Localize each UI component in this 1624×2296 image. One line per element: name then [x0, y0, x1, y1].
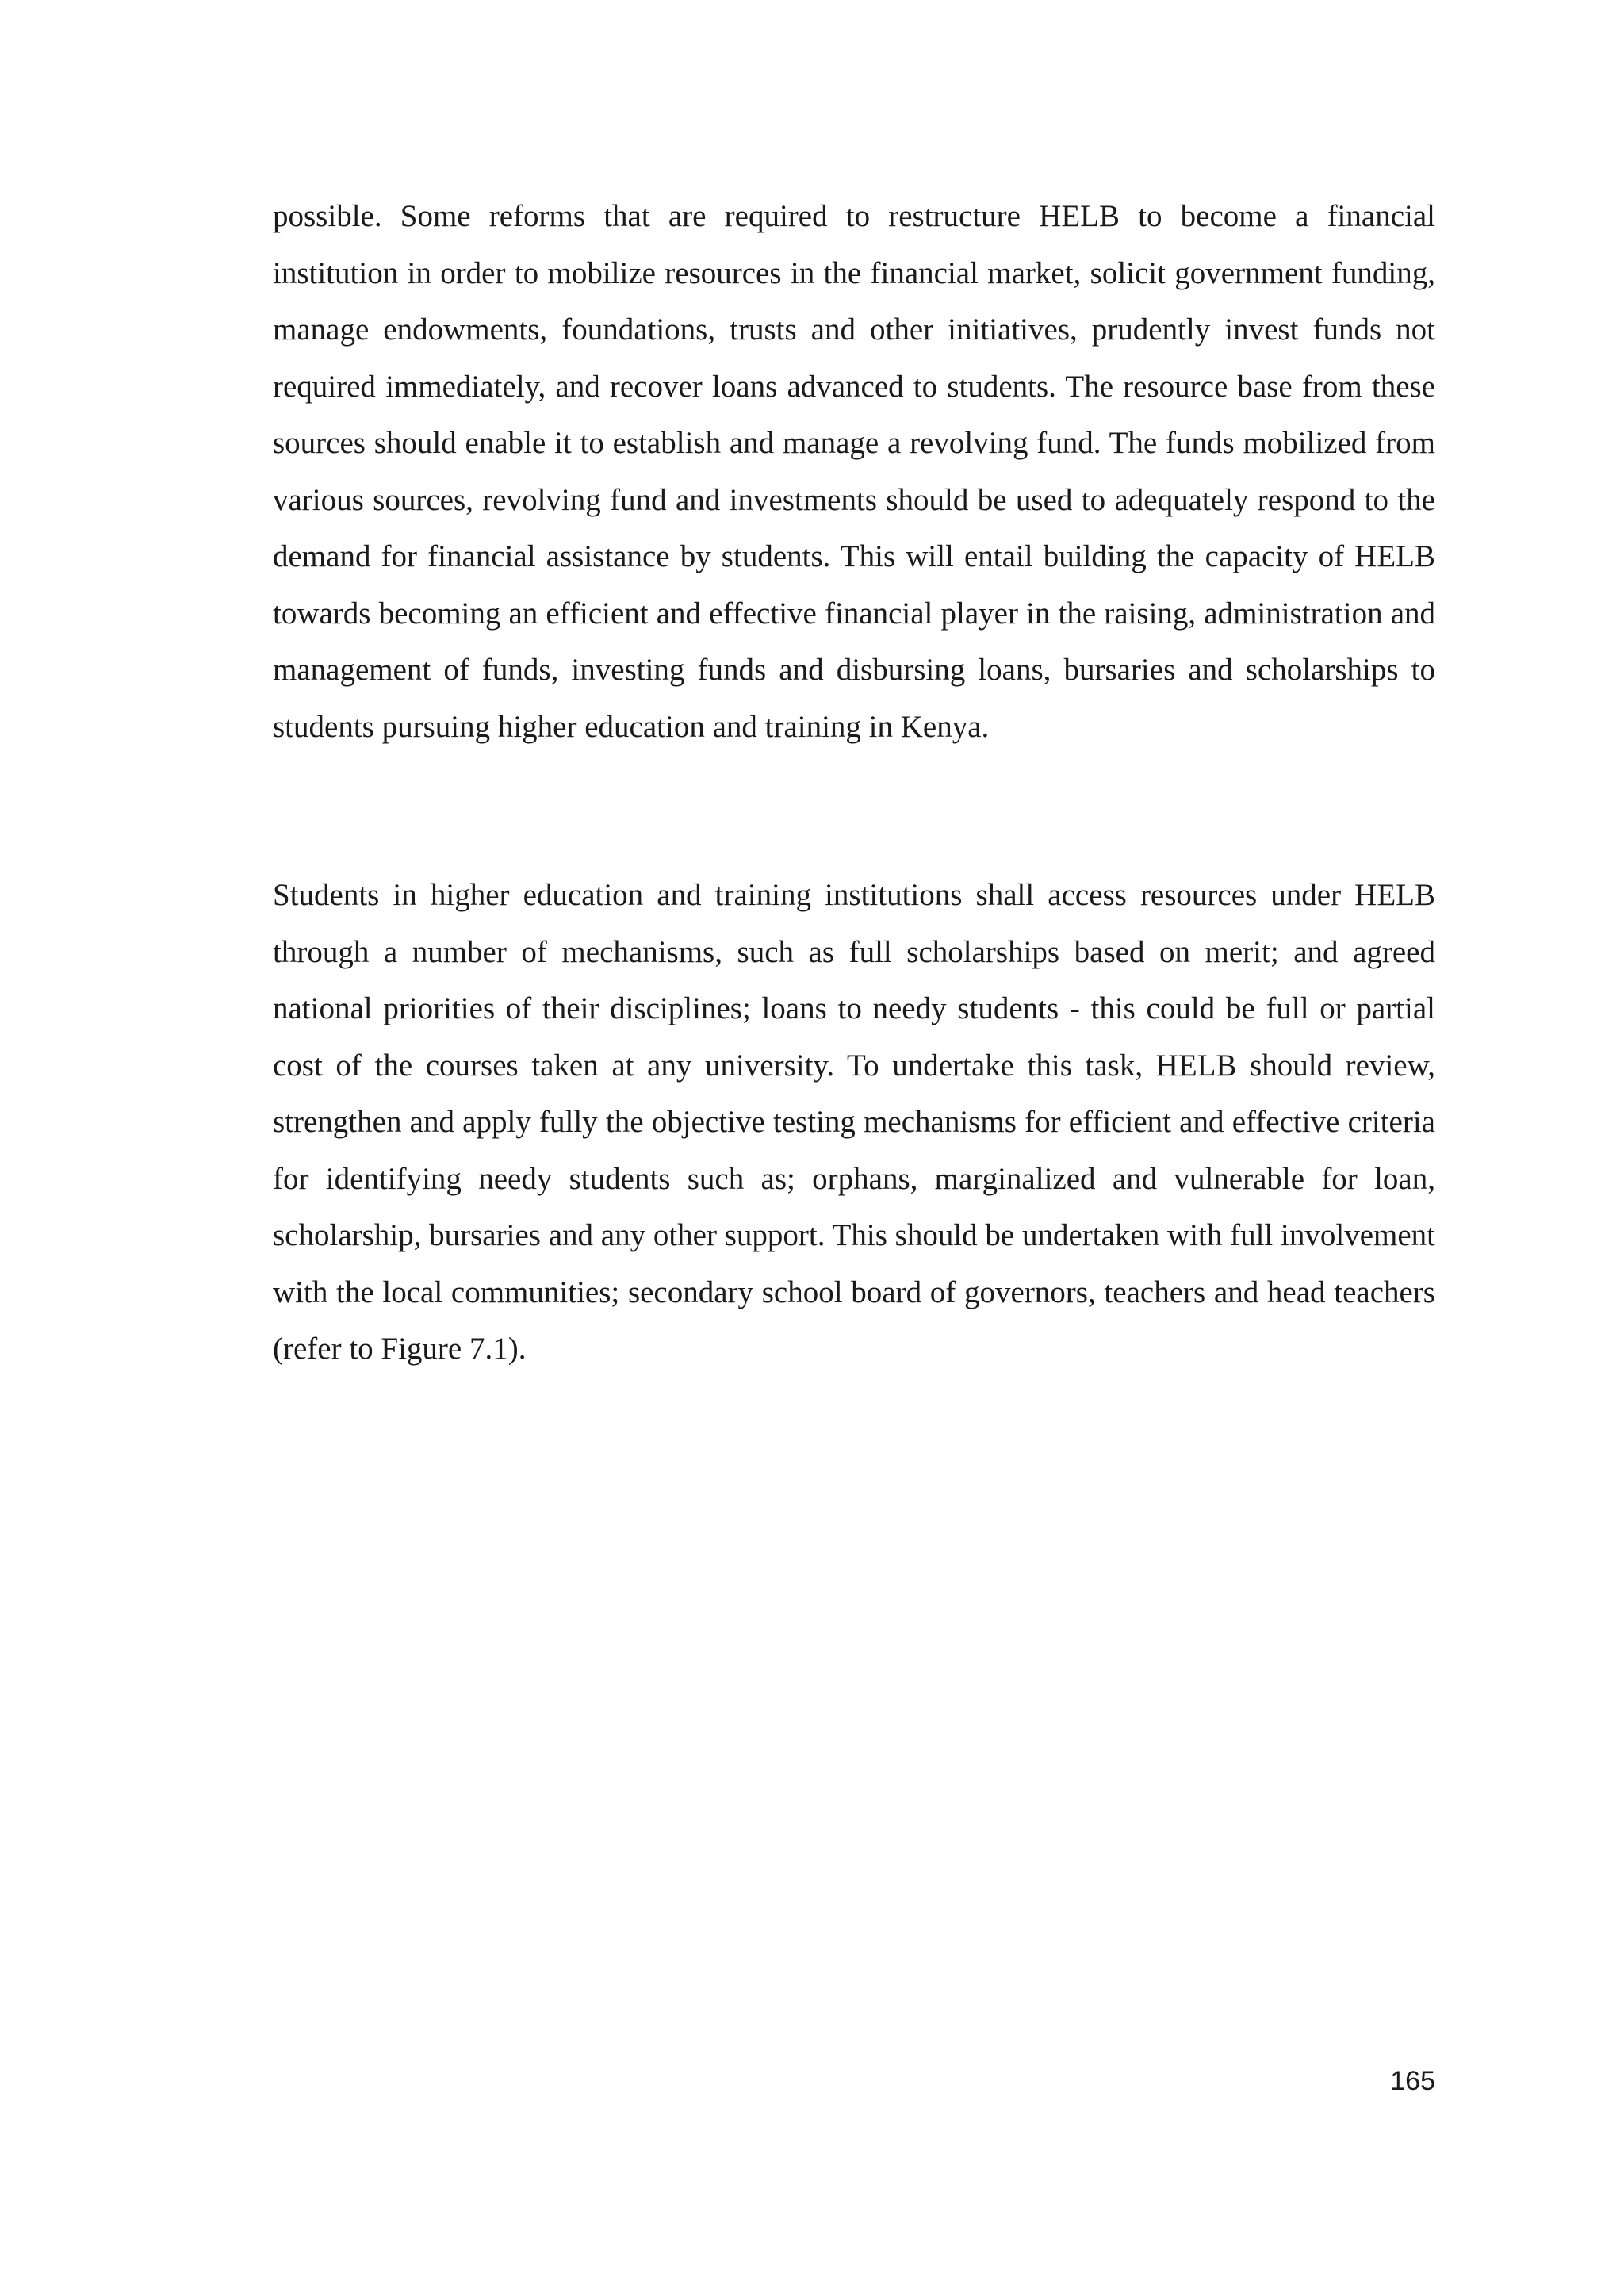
body-paragraph-2: Students in higher education and training institutions shall access resources under HELB through a number of mechanisms, such as full scholarships based on merit; and agreed national priorities of their disciplines; loans to needy students - this could be full or partial cost of the courses taken at any university. To undertake this task, HELB should review, strengthen and apply fully the objective testing mechanisms for efficient and effective criteria for identifying needy students such as; orphans, marginalized and vulnerable for loan, scholarship, bursaries and any other support. This should be undertaken with full involvement with the local communities; secondary school board of governors, teachers and head teachers (refer to Figure 7.1). — [273, 878, 1435, 1366]
page-number: 165 — [1390, 2066, 1435, 2096]
body-paragraph-1: possible. Some reforms that are required to restructure HELB to become a financial institution in order to mobilize resources in the financial market, solicit government funding, manage endowments, foundations, trusts and other initiatives, prudently invest funds not required immediately, and recover loans advanced to students. The resource base from these sources should enable it to establish and manage a revolving fund. The funds mobilized from various sources, revolving fund and investments should be used to adequately respond to the demand for financial assistance by students. This will entail building the capacity of HELB towards becoming an efficient and effective financial player in the raising, administration and management of funds, investing funds and disbursing loans, bursaries and scholarships to students pursuing higher education and training in Kenya. — [273, 199, 1435, 744]
